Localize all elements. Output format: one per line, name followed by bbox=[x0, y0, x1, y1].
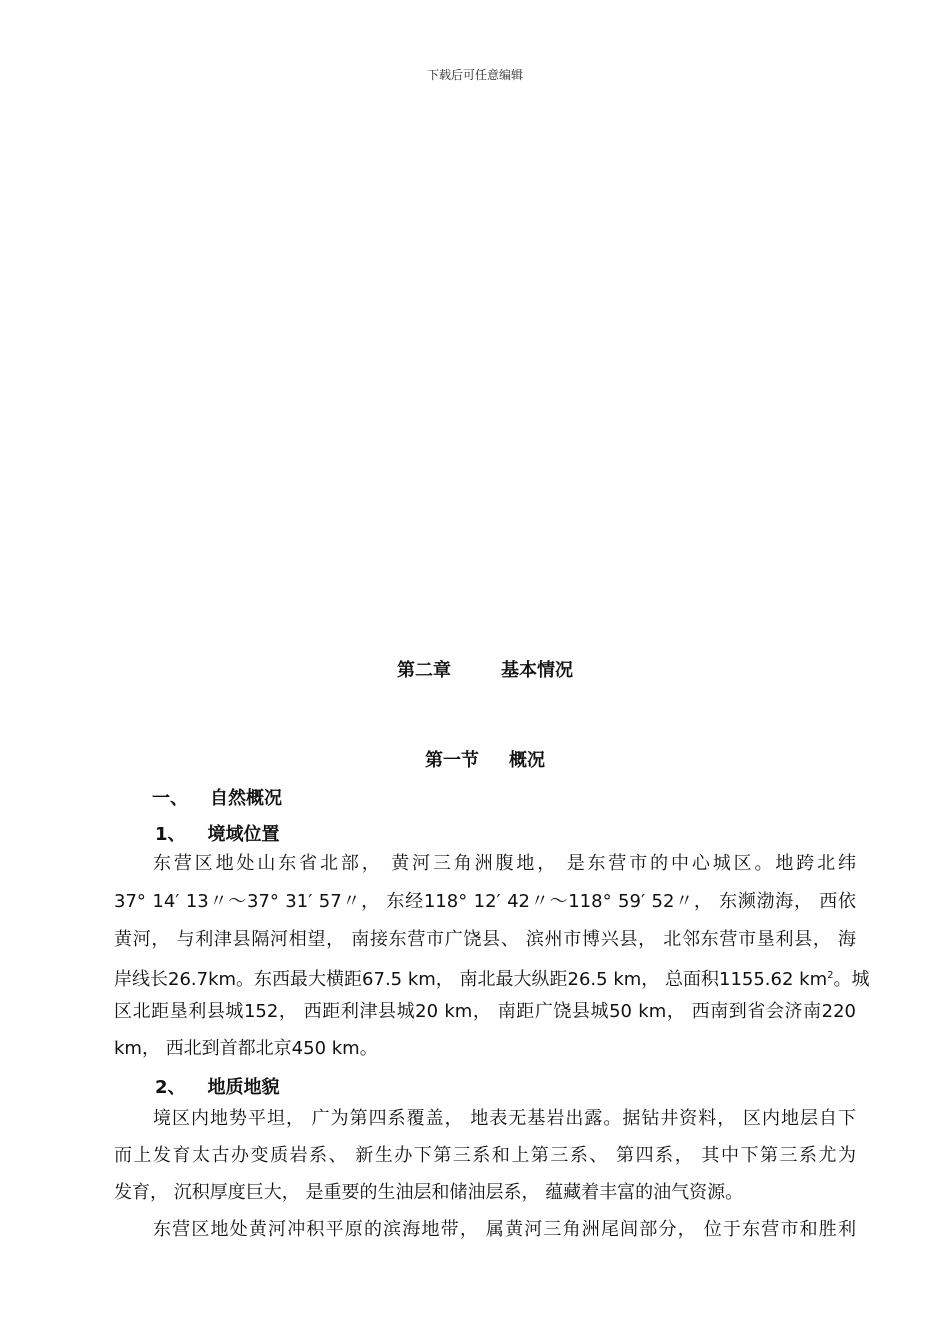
section-name: 概况 bbox=[509, 750, 545, 771]
superscript: 2 bbox=[827, 970, 834, 981]
paragraph-line: 东营区地处黄河冲积平原的滨海地带， 属黄河三角洲尾闾部分， 位于东营市和胜利 bbox=[153, 1219, 856, 1240]
paragraph-line: 37° 14′ 13〃～37° 31′ 57〃， 东经118° 12′ 42〃～118° 59′ 52〃， 东濒渤海， 西依 bbox=[114, 891, 856, 912]
paragraph-line: 发育， 沉积厚度巨大， 是重要的生油层和储油层系， 蕴藏着丰富的油气资源。 bbox=[114, 1182, 744, 1203]
chapter-name: 基本情况 bbox=[501, 660, 573, 681]
paragraph-line: km， 西北到首都北京450 km。 bbox=[114, 1038, 378, 1059]
paragraph-line: 而上发育太古办变质岩系、 新生办下第三系和上第三系、 第四系， 其中下第三系尤为 bbox=[114, 1145, 856, 1166]
heading-number: 2、 bbox=[155, 1077, 186, 1098]
paragraph-line-with-sup bbox=[114, 965, 870, 991]
heading-geology bbox=[155, 1073, 280, 1099]
heading-natural-overview bbox=[152, 784, 282, 810]
chapter-number: 第二章 bbox=[397, 660, 451, 681]
paragraph-text: 岸线长26.7km。东西最大横距67.5 km， 南北最大纵距26.5 km， 总面积1155.62 km bbox=[114, 969, 828, 990]
heading-text: 自然概况 bbox=[210, 788, 282, 809]
paragraph-text: 。城 bbox=[833, 969, 870, 990]
heading-text: 地质地貌 bbox=[207, 1077, 280, 1098]
heading-location bbox=[155, 820, 280, 846]
section-number: 第一节 bbox=[425, 750, 479, 771]
heading-number: 一、 bbox=[152, 788, 188, 809]
section-title bbox=[0, 746, 950, 772]
heading-text: 境域位置 bbox=[207, 824, 280, 845]
paragraph-line: 黄河， 与利津县隔河相望， 南接东营市广饶县、 滨州市博兴县， 北邻东营市垦利县， 海 bbox=[114, 929, 856, 950]
paragraph-line: 境区内地势平坦， 广为第四系覆盖， 地表无基岩出露。据钻井资料， 区内地层自下 bbox=[153, 1108, 856, 1129]
page-header-note: 下载后可任意编辑 bbox=[426, 68, 523, 82]
paragraph-line: 区北距垦利县城152， 西距利津县城20 km， 南距广饶县城50 km， 西南到省会济南220 bbox=[114, 1001, 856, 1022]
heading-number: 1、 bbox=[155, 824, 186, 845]
chapter-title bbox=[0, 656, 950, 682]
paragraph-line: 东营区地处山东省北部， 黄河三角洲腹地， 是东营市的中心城区。地跨北纬 bbox=[153, 853, 856, 874]
